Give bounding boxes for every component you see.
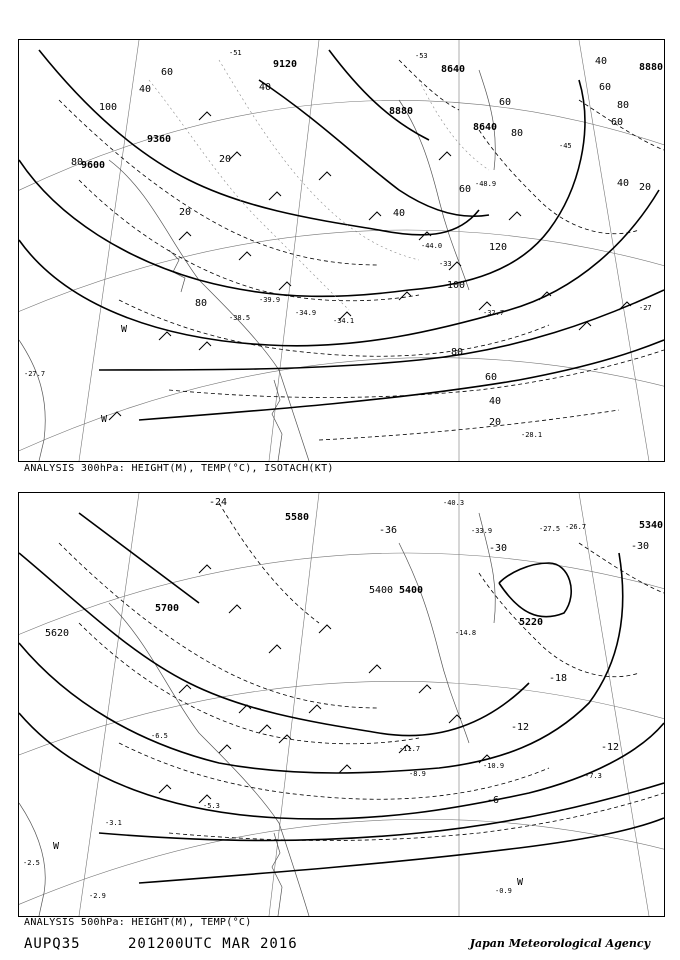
height-label: 5220 [519, 617, 544, 628]
height-label: 5400 [369, 585, 394, 596]
temperature-contour-labels [209, 497, 649, 806]
height-label: 5580 [285, 512, 310, 523]
map-panel-500hpa [18, 492, 665, 917]
isotach-label: 60 [499, 97, 512, 108]
temp-label: -34.1 [333, 317, 355, 325]
isotach-label: 120 [489, 242, 508, 253]
isotach-label: 60 [459, 184, 472, 195]
isotach-label: 60 [611, 117, 624, 128]
station-value: -11.7 [399, 745, 421, 753]
station-value: -7.3 [585, 772, 602, 780]
isotach-label: 80 [451, 347, 464, 358]
temperature-labels [24, 49, 652, 439]
station-value: -14.8 [455, 629, 477, 637]
caption-500hpa: ANALYSIS 500hPa: HEIGHT(M), TEMP(°C) [24, 917, 252, 928]
temp-contour-label: -30 [489, 543, 508, 554]
graticule [19, 493, 664, 916]
height-label: 9120 [273, 59, 298, 70]
isotach-label: 40 [259, 82, 272, 93]
height-label: 8640 [441, 64, 466, 75]
temp-contour-label: -12 [601, 742, 620, 753]
isotach-label: 60 [161, 67, 174, 78]
caption-300hpa: ANALYSIS 300hPa: HEIGHT(M), TEMP(°C), ISOTACH(KT) [24, 463, 334, 474]
isotach-label: 20 [219, 154, 232, 165]
station-value: -26.7 [565, 523, 587, 531]
temp-contour-label: -18 [549, 673, 568, 684]
height-label: 8880 [639, 62, 664, 73]
isotach-label: 60 [485, 372, 498, 383]
isotach-labels [71, 56, 651, 428]
temp-contour-label: -36 [379, 525, 398, 536]
station-value: -8.9 [409, 770, 426, 778]
height-label: 5700 [155, 603, 180, 614]
valid-time: 201200UTC MAR 2016 [128, 936, 298, 952]
height-label: 5620 [45, 628, 70, 639]
temp-label: -27 [639, 304, 652, 312]
isotach-label: 100 [447, 280, 466, 291]
chart-id: AUPQ35 [24, 936, 81, 952]
height-label: 5400 [399, 585, 424, 596]
station-value: -5.3 [203, 802, 220, 810]
temp-label: -48.9 [475, 180, 497, 188]
station-value: -27.5 [539, 525, 561, 533]
isotach-label: 60 [599, 82, 612, 93]
temp-label: -33 [439, 260, 452, 268]
temp-label: -44.0 [421, 242, 443, 250]
isotach-label: 40 [617, 178, 630, 189]
temp-label: -32.7 [483, 309, 505, 317]
map-panel-300hpa [18, 39, 665, 462]
temp-contour-label: -24 [209, 497, 228, 508]
wind-w-label: W [517, 877, 524, 888]
temp-contour-label: -12 [511, 722, 530, 733]
temp-label: -45 [559, 142, 572, 150]
temperature-contours [59, 503, 664, 841]
isotach-label: 80 [195, 298, 208, 309]
isotach-label: 20 [489, 417, 502, 428]
height-label: 8640 [473, 122, 498, 133]
station-value: -2.9 [89, 892, 106, 900]
map-300hpa-chart [19, 40, 664, 461]
station-value: -2.5 [23, 859, 40, 867]
isotach-label: 40 [595, 56, 608, 67]
isotach-label: 80 [511, 128, 524, 139]
temp-label: -34.9 [295, 309, 317, 317]
isotach-label: 80 [71, 157, 84, 168]
station-value: -40.3 [443, 499, 465, 507]
wind-w-label: W [101, 414, 108, 425]
height-contours [19, 513, 664, 883]
map-500hpa-chart [19, 493, 664, 916]
temp-label: -51 [229, 49, 242, 57]
isotach-label: 40 [489, 396, 502, 407]
agency-name: Japan Meteorological Agency [469, 937, 650, 950]
isotach-label: 40 [393, 208, 406, 219]
isotach-label: 20 [639, 182, 652, 193]
height-label: 5340 [639, 520, 664, 531]
isotach-contours [59, 60, 664, 440]
station-value: -33.9 [471, 527, 493, 535]
station-value: -6.5 [151, 732, 168, 740]
isotach-label: 100 [99, 102, 118, 113]
isotach-label: 20 [179, 207, 192, 218]
wind-w-label: W [53, 841, 60, 852]
station-value: -10.9 [483, 762, 505, 770]
temp-label: -28.1 [521, 431, 543, 439]
temp-label: -39.9 [259, 296, 281, 304]
height-label: 9600 [81, 160, 106, 171]
temp-label: -27.7 [24, 370, 46, 378]
height-labels [45, 512, 663, 639]
station-value: -0.9 [495, 887, 512, 895]
temp-label: -38.5 [229, 314, 251, 322]
height-label: 9360 [147, 134, 172, 145]
temp-contour-label: -6 [487, 795, 500, 806]
station-value: -3.1 [105, 819, 122, 827]
wind-w-label: W [121, 324, 128, 335]
temp-contour-label: -30 [631, 541, 650, 552]
height-label: 8880 [389, 106, 414, 117]
isotach-label: 80 [617, 100, 630, 111]
temp-label: -53 [415, 52, 428, 60]
isotach-label: 40 [139, 84, 152, 95]
